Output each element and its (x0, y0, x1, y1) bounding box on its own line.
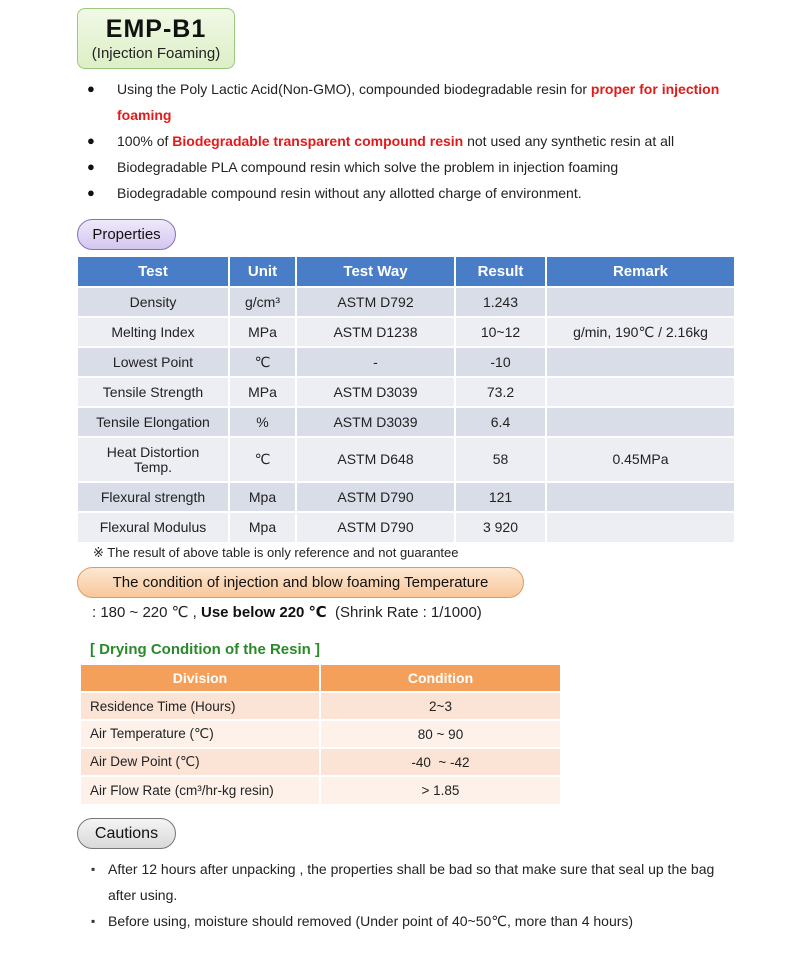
table-cell: % (229, 407, 296, 437)
table-cell: Flexural strength (78, 482, 229, 512)
table-cell: 80 ~ 90 (320, 720, 560, 748)
product-title: EMP-B1 (105, 15, 207, 43)
product-subtitle: (Injection Foaming) (91, 45, 221, 62)
feature-list (84, 76, 734, 206)
properties-table (78, 257, 734, 542)
table-cell: Tensile Strength (78, 377, 229, 407)
feature-item: ● Biodegradable compound resin without any allotted charge of environment. (84, 180, 734, 206)
column-header: Result (455, 257, 546, 287)
table-cell: Melting Index (78, 317, 229, 347)
properties-label: Properties (77, 219, 176, 250)
table-cell: -10 (455, 347, 546, 377)
table-cell (546, 512, 734, 542)
table-cell (546, 347, 734, 377)
table-cell (546, 287, 734, 317)
table-cell: - (296, 347, 455, 377)
table-cell: 6.4 (455, 407, 546, 437)
table-disclaimer: ※ The result of above table is only reference and not guarantee (93, 545, 459, 560)
table-row (78, 407, 734, 437)
drying-header-row (81, 665, 560, 692)
column-header: Division (81, 665, 320, 692)
table-row (78, 482, 734, 512)
table-cell: ASTM D790 (296, 512, 455, 542)
table-row (81, 748, 560, 776)
table-cell: ASTM D3039 (296, 377, 455, 407)
table-cell: ASTM D792 (296, 287, 455, 317)
table-row (78, 437, 734, 482)
table-row (78, 377, 734, 407)
table-cell: Flexural Modulus (78, 512, 229, 542)
table-cell: 58 (455, 437, 546, 482)
table-cell: Density (78, 287, 229, 317)
table-cell: -40 ~ -42 (320, 748, 560, 776)
table-cell: > 1.85 (320, 776, 560, 804)
table-cell: Mpa (229, 512, 296, 542)
table-cell: 2~3 (320, 692, 560, 720)
feature-item: ● Using the Poly Lactic Acid(Non-GMO), compounded biodegradable resin for proper for injection foaming (84, 76, 734, 128)
column-header: Test (78, 257, 229, 287)
table-cell: ASTM D648 (296, 437, 455, 482)
table-cell (546, 377, 734, 407)
table-cell: MPa (229, 317, 296, 347)
table-cell: ASTM D790 (296, 482, 455, 512)
table-cell: Tensile Elongation (78, 407, 229, 437)
table-row (78, 317, 734, 347)
table-cell: ASTM D3039 (296, 407, 455, 437)
drying-title: [ Drying Condition of the Resin ] (90, 641, 320, 658)
table-cell: 1.243 (455, 287, 546, 317)
table-cell (546, 482, 734, 512)
table-cell: 73.2 (455, 377, 546, 407)
table-cell: Air Flow Rate (cm³/hr-kg resin) (81, 776, 320, 804)
column-header: Condition (320, 665, 560, 692)
table-row (81, 692, 560, 720)
table-cell: Lowest Point (78, 347, 229, 377)
table-cell: 0.45MPa (546, 437, 734, 482)
table-cell: 10~12 (455, 317, 546, 347)
table-cell: 121 (455, 482, 546, 512)
table-cell (546, 407, 734, 437)
temperature-value: : 180 ~ 220 ℃ , Use below 220 ℃ (Shrink Rate : 1/1000) (92, 604, 482, 621)
table-cell: g/min, 190℃ / 2.16kg (546, 317, 734, 347)
properties-header-row (78, 257, 734, 287)
caution-item: ▪ Before using, moisture should removed (Under point of 40~50℃, more than 4 hours) (91, 908, 731, 934)
table-row (78, 287, 734, 317)
table-cell: Air Temperature (℃) (81, 720, 320, 748)
table-row (78, 347, 734, 377)
table-cell: Mpa (229, 482, 296, 512)
column-header: Test Way (296, 257, 455, 287)
table-cell: 3 920 (455, 512, 546, 542)
drying-table (81, 665, 560, 804)
table-cell: ℃ (229, 437, 296, 482)
caution-item: ▪ After 12 hours after unpacking , the properties shall be bad so that make sure that seal up the bag after using. (91, 856, 731, 908)
table-cell: ASTM D1238 (296, 317, 455, 347)
feature-item: ● 100% of Biodegradable transparent compound resin not used any synthetic resin at all (84, 128, 734, 154)
table-row (81, 776, 560, 804)
table-cell: Air Dew Point (℃) (81, 748, 320, 776)
feature-item: ● Biodegradable PLA compound resin which solve the problem in injection foaming (84, 154, 734, 180)
cautions-label: Cautions (77, 818, 176, 849)
table-row (78, 512, 734, 542)
product-title-box (77, 8, 235, 69)
table-cell: g/cm³ (229, 287, 296, 317)
temperature-label: The condition of injection and blow foaming Temperature (77, 567, 524, 598)
cautions-list (91, 856, 731, 934)
column-header: Unit (229, 257, 296, 287)
table-row (81, 720, 560, 748)
table-cell: Heat Distortion Temp. (78, 437, 229, 482)
table-cell: Residence Time (Hours) (81, 692, 320, 720)
table-cell: MPa (229, 377, 296, 407)
column-header: Remark (546, 257, 734, 287)
table-cell: ℃ (229, 347, 296, 377)
